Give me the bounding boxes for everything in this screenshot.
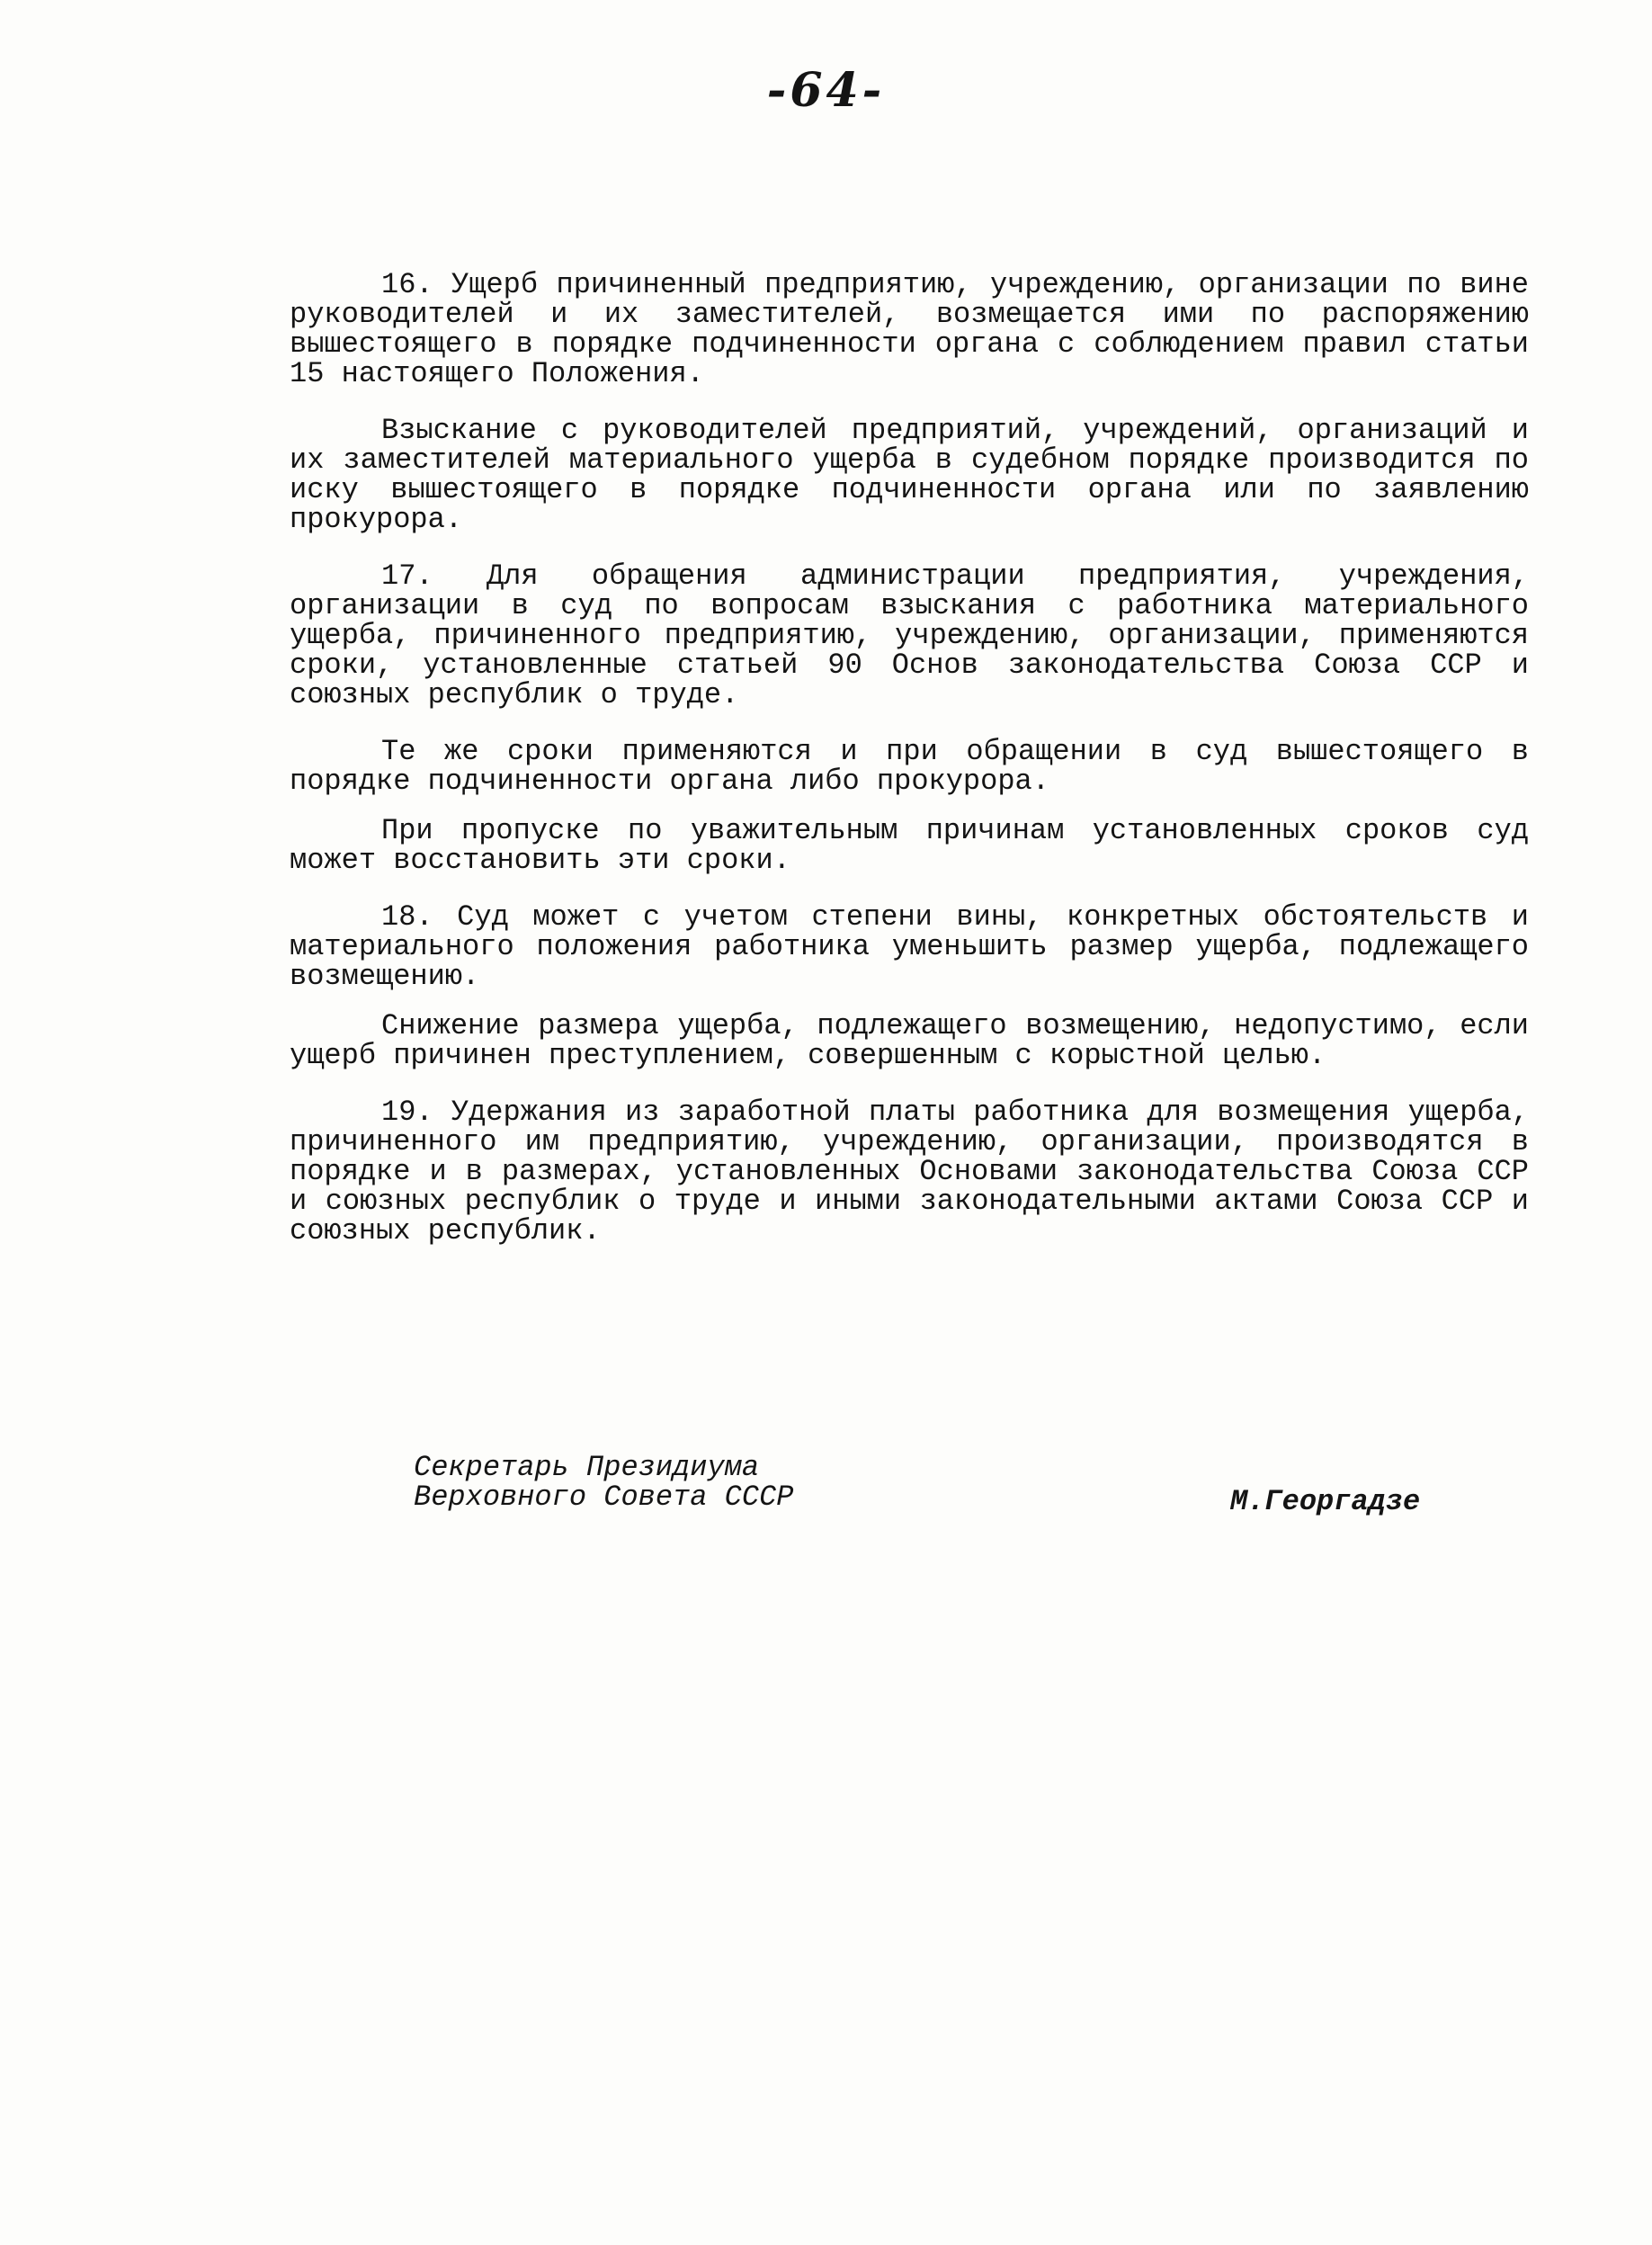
paragraph-19: 19. Удержания из заработной платы работника для возмещения ущерба, причиненного им предприятию, учреждению, организации, производятся в порядке и в размерах, установленных Основами законодательства Союза ССР и союзных республик о труде и иными законодательными актами Союза ССР и союзных республик. (290, 1096, 1529, 1248)
signatory-title-line-2: Верховного Совета СССР (414, 1480, 794, 1514)
paragraph-18: 18. Суд может с учетом степени вины, конкретных обстоятельств и материального положения работника уменьшить размер ущерба, подлежащего возмещению. (290, 900, 1529, 993)
page-number: -64- (766, 63, 886, 118)
paragraph-17-restore-terms: При пропуске по уважительным причинам установленных сроков суд может восстановить эти сроки. (290, 814, 1529, 877)
document-body (290, 270, 1529, 1273)
paragraph-17: 17. Для обращения администрации предприятия, учреждения, организации в суд по вопросам взыскания с работника материального ущерба, причиненного предприятию, учреждению, организации, применяются сроки, установленные статьей 90 Основ законодательства Союза ССР и союзных республик о труде. (290, 559, 1529, 711)
paragraph-16: 16. Ущерб причиненный предприятию, учреждению, организации по вине руководителей и их заместителей, возмещается ими по распоряжению вышестоящего в порядке подчиненности органа с соблюдением правил статьи 15 настоящего Положения. (290, 268, 1529, 390)
signatory-title (414, 1453, 793, 1512)
paragraph-16-continued: Взыскание с руководителей предприятий, учреждений, организаций и их заместителей материального ущерба в судебном порядке производится по иску вышестоящего в порядке подчиненности органа или по заявлению прокурора. (290, 414, 1529, 536)
signatory-title-line-1: Секретарь Президиума (414, 1451, 760, 1484)
paragraph-17-continued: Те же сроки применяются и при обращении в суд вышестоящего в порядке подчиненности органа либо прокурора. (290, 735, 1529, 798)
signatory-name: М.Георгадзе (1230, 1485, 1421, 1518)
paragraph-18-continued: Снижение размера ущерба, подлежащего возмещению, недопустимо, если ущерб причинен преступлением, совершенным с корыстной целью. (290, 1009, 1529, 1072)
